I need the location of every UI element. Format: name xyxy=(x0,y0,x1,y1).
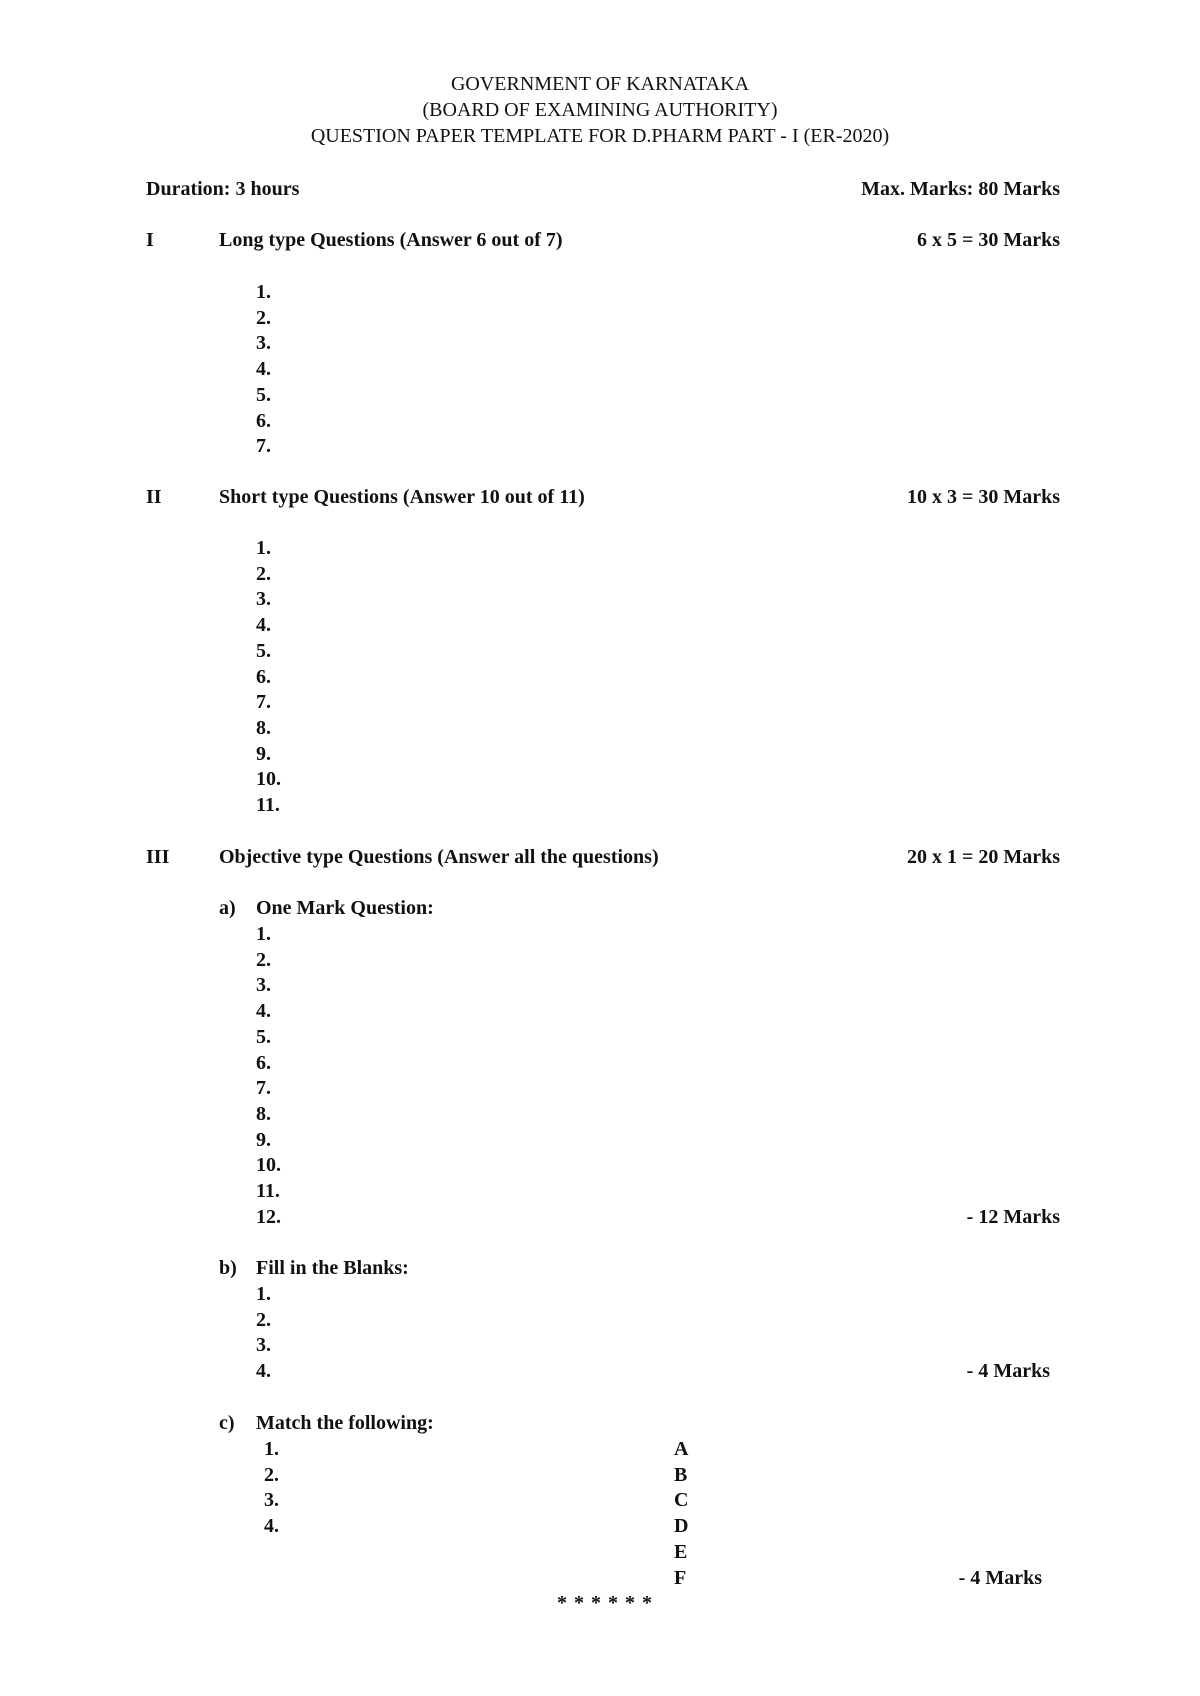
section3-title: Objective type Questions (Answer all the questions) xyxy=(219,846,659,868)
match-right-item: E xyxy=(674,1540,688,1563)
section1-title: Long type Questions (Answer 6 out of 7) xyxy=(219,229,563,251)
question-number: 11. xyxy=(256,1180,280,1202)
question-number: 7. xyxy=(256,691,271,714)
section1-numeral: I xyxy=(146,229,154,251)
question-number: 9. xyxy=(256,742,271,765)
subsection-b-title: Fill in the Blanks: xyxy=(256,1257,409,1279)
question-number: 8. xyxy=(256,716,271,739)
match-right-item: C xyxy=(674,1489,689,1512)
subsection-c-letter: c) xyxy=(219,1412,235,1434)
match-left-item: 4. xyxy=(264,1515,279,1538)
question-number: 3. xyxy=(256,332,271,355)
question-number: 6. xyxy=(256,409,271,432)
question-number: 4. xyxy=(256,358,271,381)
question-number: 8. xyxy=(256,1102,271,1125)
question-number: 6. xyxy=(256,665,271,688)
question-number: 5. xyxy=(256,383,271,406)
question-number: 2. xyxy=(256,948,271,971)
question-number: 12. xyxy=(256,1205,281,1228)
question-number: 4. xyxy=(256,614,271,637)
match-right-item: A xyxy=(674,1438,689,1460)
subsection-b-marks: - 4 Marks xyxy=(966,1360,1050,1382)
header-line-3: QUESTION PAPER TEMPLATE FOR D.PHARM PART - I (ER-2020) xyxy=(310,125,890,147)
question-number: 9. xyxy=(256,1128,271,1151)
match-left-item: 1. xyxy=(264,1438,279,1460)
question-number: 2. xyxy=(256,306,271,329)
match-right-item: B xyxy=(674,1463,688,1486)
section2-title: Short type Questions (Answer 10 out of 11) xyxy=(219,486,585,508)
question-number: 7. xyxy=(256,1077,271,1100)
match-right-item: F xyxy=(674,1566,687,1589)
section2-numeral: II xyxy=(146,486,162,508)
question-number: 6. xyxy=(256,1051,271,1074)
match-left-item: 2. xyxy=(264,1463,279,1486)
section3-numeral: III xyxy=(146,846,170,868)
footer-stars: * * * * * * xyxy=(557,1592,653,1614)
subsection-b-letter: b) xyxy=(219,1257,237,1279)
match-left-item: 3. xyxy=(264,1489,279,1512)
question-number: 1. xyxy=(256,281,271,303)
question-number: 4. xyxy=(256,1000,271,1023)
subsection-a-letter: a) xyxy=(219,897,236,919)
question-number: 7. xyxy=(256,435,271,458)
question-number: 5. xyxy=(256,639,271,662)
question-number: 4. xyxy=(256,1360,271,1383)
subsection-a-title: One Mark Question: xyxy=(256,897,434,919)
question-number: 3. xyxy=(256,974,271,997)
question-number: 2. xyxy=(256,1308,271,1331)
max-marks: Max. Marks: 80 Marks xyxy=(861,178,1060,200)
question-number: 10. xyxy=(256,1154,281,1177)
question-number: 1. xyxy=(256,1283,271,1305)
question-number: 5. xyxy=(256,1025,271,1048)
match-right-item: D xyxy=(674,1515,689,1538)
question-number: 1. xyxy=(256,537,271,559)
section3-marks: 20 x 1 = 20 Marks xyxy=(906,846,1060,868)
subsection-c-marks: - 4 Marks xyxy=(958,1567,1042,1589)
header-line-2: (BOARD OF EXAMINING AUTHORITY) xyxy=(422,99,778,121)
subsection-c-title: Match the following: xyxy=(256,1412,434,1434)
subsection-a-marks: - 12 Marks xyxy=(966,1206,1060,1228)
header-line-1: GOVERNMENT OF KARNATAKA xyxy=(450,73,750,95)
section1-marks: 6 x 5 = 30 Marks xyxy=(916,229,1060,251)
question-number: 10. xyxy=(256,768,281,791)
question-number: 11. xyxy=(256,794,280,816)
question-number: 2. xyxy=(256,562,271,585)
section2-marks: 10 x 3 = 30 Marks xyxy=(906,486,1060,508)
duration: Duration: 3 hours xyxy=(146,178,300,200)
question-number: 3. xyxy=(256,1334,271,1357)
question-number: 3. xyxy=(256,588,271,611)
question-number: 1. xyxy=(256,923,271,945)
